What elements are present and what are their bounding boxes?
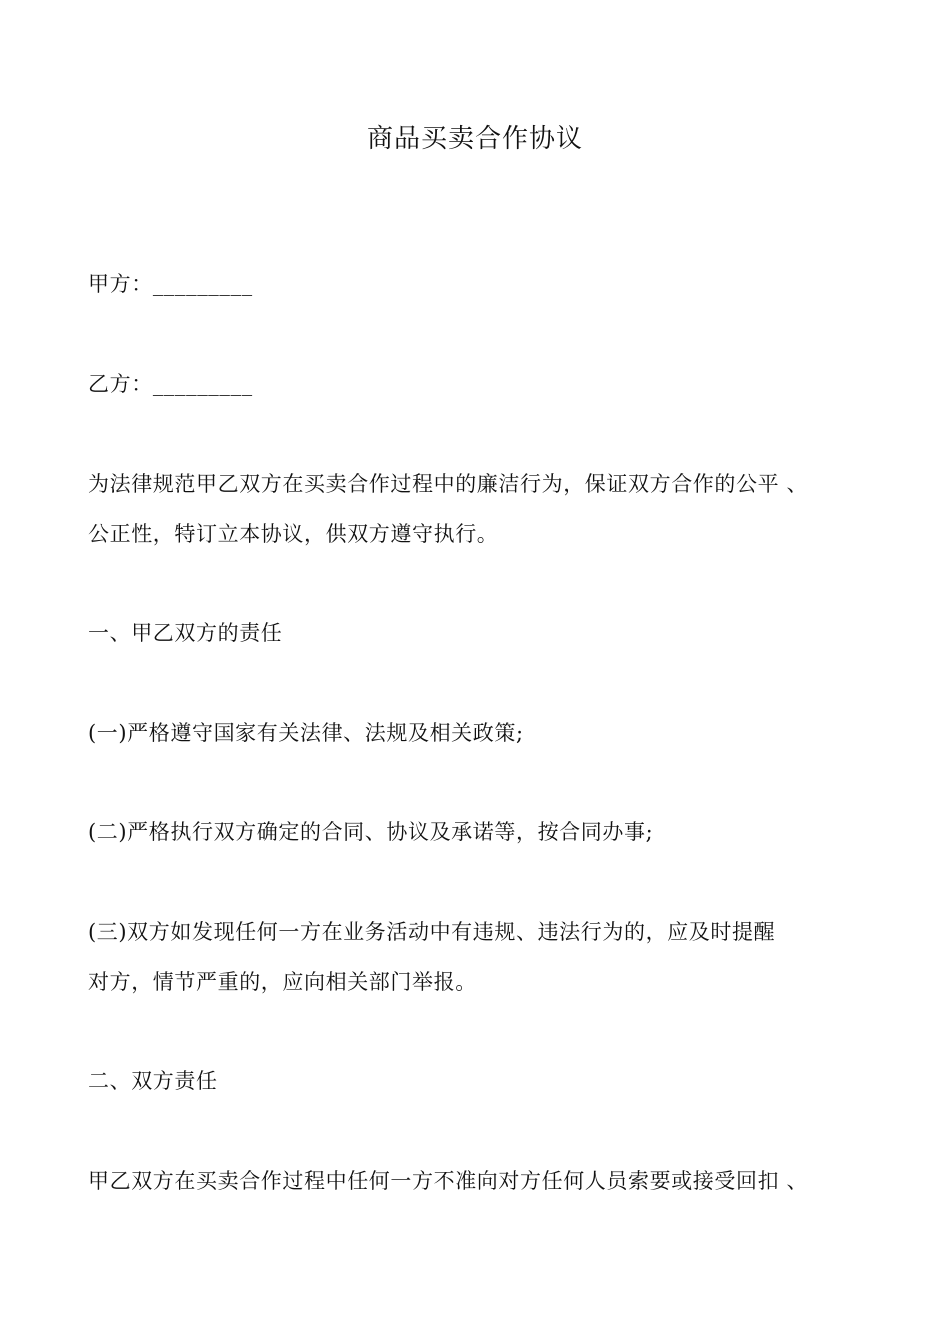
party-a-blank: _________ [152, 272, 253, 296]
party-a-label: 甲方： [88, 272, 153, 296]
section-1-item-1: (一)严格遵守国家有关法律、法规及相关政策; [88, 721, 524, 745]
section-2-heading: 二、双方责任 [88, 1069, 218, 1093]
section-1-item-3-line-1: (三)双方如发现任何一方在业务活动中有违规、违法行为的，应及时提醒 [88, 920, 776, 944]
intro-line-2: 公正性，特订立本协议，供双方遵守执行。 [88, 522, 499, 546]
intro-line-1: 为法律规范甲乙双方在买卖合作过程中的廉洁行为，保证双方合作的公平 、 [88, 472, 809, 496]
section-1-item-2: (二)严格执行双方确定的合同、协议及承诺等，按合同办事; [88, 820, 654, 844]
document-title: 商品买卖合作协议 [366, 124, 583, 154]
party-b-line [88, 369, 878, 399]
section-1-item-3-line-2: 对方，情节严重的，应向相关部门举报。 [88, 970, 477, 994]
section-1-heading: 一、甲乙双方的责任 [88, 621, 283, 645]
party-b-label: 乙方： [88, 372, 153, 396]
party-b-blank: _________ [152, 372, 253, 396]
section-2-paragraph-line-1: 甲乙双方在买卖合作过程中任何一方不准向对方任何人员索要或接受回扣 、 [88, 1169, 809, 1193]
party-a-line [88, 269, 878, 299]
